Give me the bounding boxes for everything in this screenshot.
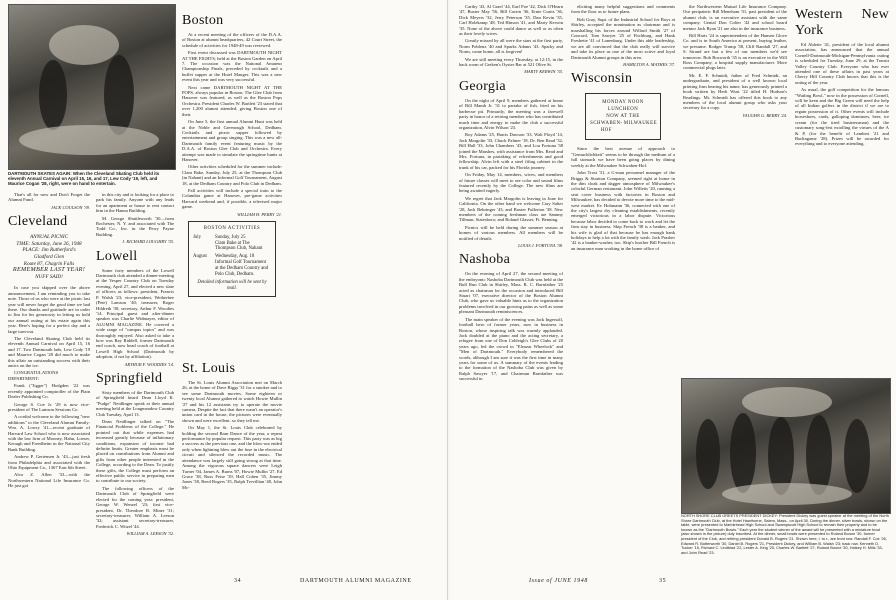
left-column-3b [182,358,282,572]
georgia-paragraph: On Friday, May 14, members, wives, and members of future classes will meet to see color and sound films featured recently by the College. The new films are being awaited eagerly. [459,172,563,194]
picnic-line: PLACE: Jim Rutherford's [22,247,76,254]
nashoba-paragraph: The main speaker of the evening was Jack Ingersoll, football hero of former years, now in business in Boston, whose inspiring talk was warmly applauded. Jack doubled at the piano and the acting secretary, a refugee from one of Don Cobleigh's Glee Clubs of 20 years ago, led the crowd in "Eleazar Wheelock" and "Men of Dartmouth." Everybody remembered the words, although I am sure it was the first time in many years for some of us. A summary of the events leading to the formation of the Nashoba Club was given by Ralph Sawyer '17, and Chairman Barnfather was successful in [459,316,563,382]
luncheon-city: MILWAUKEE [623,121,657,127]
right-column-2 [571,4,675,374]
georgia-paragraph: On the night of April 9, members gathered at home of Bill Mamh Jr. '31 to partake of fish, fried on his barbecue pit. Primarily, the meeting was a farewell party in honor of a retiring member who has contributed much time and energy to make the club a successful organization, Alvin Wilson '23. [459,97,563,130]
lowell-paragraph: Some forty members of the Lowell Dartmouth club attended a dinner-meeting at the Vesper Country Club on Tuesday evening, April 27, and elected a new slate of officers as follows: president, Francis P. Walsh '23; vice-president, Wetherbee (Pete) Lamson '40; treasurer, Roger Hildreth '30; secretary, Arthur F. Woodies '14. Principal guest and after-dinner speaker was Charlie Widmayer, editor of ALUMNI MAGAZINE. He covered a wide range of "campus topics" and was thoroughly enjoyed. Also asked to take a bow was Ray Riddell, former Dartmouth end coach, now head coach of football at Lowell High School (Dartmouth by adoption, if not by affiliation). [96,267,174,360]
activity-line: Thompson Club, Nahant [215,246,263,252]
western-ny-paragraph: As usual, the golf competition for the famous "Wailing Bowl," now in the possession of Cornell, will be keen and the Big Green will need the help of all Indian golfers in the district if we are to regain possession of it. Other events will include horseshoes, cards, galloping dominoes, beer, ice cream (for the tired businessman) and the customary song-fest extolling the virtues of the A & P, (for the benefit of Lambert '21 and Burlingame '28). Prizes will be awarded for everything and to everyone attending. [795,87,889,147]
springfield-paragraph: The following officers of the Dartmouth Club of Springfield were elected for the coming year: president, George W. Wenzel '23; first vice-president, Dr. Theodore R. Miner '31; secretary-treasurer, William A. Leeson '32; assistant secretary-treasurer, Frederick C. Witzel '44. [96,485,174,529]
activity-august [193,254,271,277]
boston-paragraph: At a recent meeting of the officers of the D.A.A. of Boston at alumni headquarters, 42 Court Street, the schedule of activities for 1948-49 was reviewed. [182,32,282,48]
left-column-1 [8,192,90,572]
picnic-title: ANNUAL PICNIC [29,234,69,241]
picnic-line: TIME: Saturday, June 26, 1948 [16,240,82,247]
cleveland-paragraph: George S. Coe Jr. '29 is now vice-president of The Lamson Sessions Co. [8,401,90,412]
georgia-heading: Georgia [459,78,506,94]
activity-line: Informal Golf Tournament [215,259,266,265]
georgia-paragraph: We regret that Jack Margolin is leaving in June for California. On the other hand we welcome Cary Salter '28, Jack Bebringer '43, and Baxter Fullerton '38. New members of the coming freshman class are Sammy Tillman, Statesboro; and Roland Glasser, Ft. Benning. [459,195,563,223]
col2-paragraph: M. George Shuttleworth '30—from Rochester, N. Y. and associated with The Todd Co., Inc. in the Perry Payne Building. [96,215,174,237]
cleveland-paragraph: In case you skipped over the above announcement, I am reminding you to take note. Those of us who were at the picnic last year will never forget the good time we had there. Our thanks and gratitude are in order to Jim for his generosity in letting us hold our annual outing at his estate again this year. Here's hoping for a perfect day and a large turn-out. [8,285,90,334]
picnic-nuff: NUFF SAID! [35,273,63,280]
activities-note: Detailed information will be sent by mail. [197,280,267,292]
georgia-paragraph: Roy Adams '25, Harris Dawson '33, Walt Floyd '14, Jack Margolin '33, Chuck Palmer '18, Dr. Ben Read '32, Bill Hall '33, John Chambers '43, and Lou Fortuna '38 joined the Marshes, with assistance from Mrs. Read and Mrs. Fortuna, in partaking of refreshments and good fellowship. Alvin left with a steel fifing cabinet in the trunk of his car, packed for his Florida journey. [459,132,563,170]
cleveland-paragraph: The Cleveland Skating Club held its eleventh Annual Carnival on April 15, 16 and 17. Two Dartmouth lads, Lew Cody '19 and Maurice Cogan '28 did much to make this affair an outstanding success with their antics on the ice. [8,336,90,369]
wisconsin-signature: VAUGHN G. BERRY '24. [742,112,787,118]
wisconsin-cont-paragraph: Bill Haris '24 is superintendent of the Hansen Glove Co. and is in South America at present, buying leather, we presume. Rodger Trump '38, Cliff Randall '27, and S. Strand are but a few of our members we'd see tomorrow. Bob Bosworth '35 is an executive in the Will Ross Company, a hospital supply manufacturer. More commercial plugs later. [683,33,787,71]
stlouis-paragraph: The St. Louis Alumni Association met on March 26, at the home of Dave Biggs '31 for a smoker and to see some Dartmouth movies. Some eighteen or twenty local Alumni gathered to watch Howie Mullin '27 and his 12 assistants try to operate the movie camera. Despite the fact that there wasn't an operator's union card in the house, the pictures were eventually shown and were excellent, so they tell me. [182,380,282,423]
activity-line: Sunday, July 25 [215,234,246,240]
right-column-3 [683,4,787,374]
cleveland-paragraph: Frank ("Jigger") Hodgden '22 was recently appointed comptroller of the Plain Dealer Publishing Co. [8,383,90,400]
nashoba-paragraph: On the evening of April 27, the second meeting of the embryonic Nashoba Dartmouth Club was held at the Bull Run Club in Shirley, Mass. R. C. Barnfather '25 acted as chairman for the occasion and introduced Bill Stuart '07, executive director of the Boston Alumni Club, who gave us valuable hints as to the organization problems involved in our growing pains as well as some pleasant Dartmouth reminiscences. [459,271,563,315]
activity-line: Clam Bake at The [215,240,250,246]
stlouis-heading: St. Louis [182,361,236,376]
stlouis-cont-paragraph: We are still meeting every Thursday, at 12:15, in the back room of Gerken's Oyster Bar at 521 Olive St. [459,56,563,68]
springfield-paragraph: Sixty members of the Dartmouth Club of Springfield heard Dean Lloyd K. "Pudge" Neidlinger speak at their annual meeting held at the Longmeadow Country Club Tuesday, April 13. [96,389,174,417]
luncheon-line: NOW AT THE [606,114,640,120]
boston-paragraph: On June 5, the first annual Alumni Hunt was held at the Noble and Greenough School, Dedham. Cocktails and picnic supper followed by entertainment and group singing. This was a new all-Dartmouth family event featuring music by the D.A.A. of Boston Glee Club and Orchestra. Every attempt was made to simulate the springtime hunts at Hanover. [182,119,282,162]
skating-photo [8,4,176,170]
col2-signature: J. RICHARD LOUGHRY '35. [122,239,174,245]
luncheon-line: MONDAY NOON LUNCHEON [602,100,644,113]
activity-line: Polo Club, Dedham. [215,271,255,277]
wisconsin-paragraph: John Trost '31, a G-man personnel manager of the Briggs & Stratton Company, seemed right at home in the dim cloak and dagger atmosphere of Milwaukee's colorful German restaurant. John Willetts '20, running a seat cover business with factories in Boston and Milwaukee, has decided to devote more time to the mid-west market. Ev Hohmann '36, connected with one of the city's largest dry cleaning establishments, recently emerged victorious in a labor dispute. Victorious because labor decided to come back to work and let the firm stay in business. Skip French '38 is a banker, and his wife is glad of that because he has enough bank holidays to help a lot with the family wash. Jack Prasher '42 is a banker-washer, too. Skip's brother Bill French is an insurance man working in the home office of [571,170,675,251]
right-page [449,0,896,600]
right-folio-number: 35 [659,578,667,584]
nashoba-signature: HAMILTON A. MATHES '37. [623,62,675,68]
stlouis-cont-paragraph: Greatly missed by all were the stars at the first party, Norm Poblenz '40 and Sparks Adams '43. Sparky and Norm, come home, all is forgiven! [459,38,563,55]
cleveland-paragraph: CONGRATULATIONS DEPARTMENT: [8,370,59,381]
springfield-signature: WILLIAM A. LEESON '32. [126,531,174,537]
georgia-signature: LOUIS J. FORTUNA '38. [518,243,563,249]
picnic-line: Route 87, Chagrin Falls [23,260,75,267]
right-column-4 [795,4,889,374]
luncheon-place: SCHWABEN-HOF [590,121,623,134]
springfield-heading: Springfield [96,370,163,386]
cleveland-paragraph: Alva Z. Allen '33—with the Northwestern National Life Insurance Co. He just got [8,472,90,489]
western-ny-heading: Western New York [795,7,889,38]
lowell-heading: Lowell [96,248,138,264]
left-folio-number: 34 [234,578,242,584]
activity-month: August [193,254,207,260]
activity-month: July [193,234,201,240]
boston-paragraph: Next came DARTMOUTH NIGHT AT THE POPS, always popular in Boston. The Glee Club from Hanover was featured, as well as the Boston Pops Orchestra. President Charles W. Bartlett '23 stated that over 1,200 alumni attended, giving Boston one of their. [182,84,282,117]
cleveland-paragraph: A cordial welcome to the following "new additions" to the Cleveland Alumni Family: Wm. A. Lowry '41—recent graduate of Harvard Law School who is now associated with the law firm of Mooney, Hahn, Loeser, Keough and Freedheim in the National City Bank Building. [8,414,90,452]
springfield-paragraph: Dean Neidlinger talked on "The Financial Problems of the College." He pointed out that while expenses had increased greatly because of inflationary conditions, expansion of income had definite limits. Greater emphasis must be placed on contributions from Alumni and gifts from other people interested in the College, according to the Dean. To justify these gifts, the College must perform an effective public service in preparing men to contribute to our society. [96,419,174,484]
stlouis-cont-paragraph: Carthy '43, Al Graef '44, Earl Poe '42, Dick O'Hearn '47, Buster May '56, Bill Currin '36, Ernie Curtis '36, Dick Meyers '32, Jerry Peterson '35, Dan Kevin '35, Carl Holekamp '48, Ted Hinson '41, and Marty Kerwin '35. None of the above could dance as well or as often as their lovely wives. [459,4,563,37]
right-column-1 [459,4,563,572]
right-folio-issue: Issue of JUNE 1948 [529,578,588,584]
georgia-paragraph: Picnics will be held during the summer season at homes of various members. All members will be notified of details. [459,224,563,241]
stlouis-paragraph: On May 1, the St. Louis Club celebrated by holding the second Barn Dance of the year, a repeat performance by popular request. This party was as big a success as the previous one, and the blow-out ended only when lightning blew out the fuse in the electrical circuit and silenced the recorded music. The attendance was largely still going strong at that time. Among the vigorous square dancers were Leigh Turner '04, James A. Burns '07, Howie Mullin '27, Ed Grace '38, Russ Feise '39, Hall Cohen '35, Jimmy Jones '38, Reed Rogers '35, Ralph Trevillian '48, John Mc- [182,425,282,490]
cleveland-paragraph: Andrew P. Gertensen Jr. '43—just fresh from Philadelphia and associated with the Ohio Equipment Co., 1367 East 6th Street. [8,454,90,470]
left-folio-title: DARTMOUTH ALUMNI MAGAZINE [300,578,412,584]
wisconsin-heading: Wisconsin [571,71,633,87]
lead-signature: JACK COULSON '39. [50,204,90,210]
wisconsin-luncheon-box [585,93,661,140]
wisconsin-paragraph: Since the best avenue of approach to "Gemuchlichkeit" seems to be through the medium of a full stomach we have been going places by dining weekly at the Milwaukee Schwaben-Hof. [571,146,675,168]
picnic-line: Gladford Glen [33,254,65,260]
wisconsin-cont-paragraph: the Northwestern Mutual Life Insurance Company. Our peripatetic Bill Meneham '31, past president of the alumni club, is an executive assistant with the same company. Genial Don Colter '42 and school board mentor Jack Ryan '21 are also in the insurance business. [683,4,787,31]
lead-paragraph: That's all for now and Don't Forget the Alumni Fund. [8,192,90,203]
boston-heading: Boston [182,13,224,28]
activities-title: BOSTON ACTIVITIES [203,226,261,231]
boston-paragraph: Other activities scheduled for the summer include: Clam Bake, Sunday, July 25, at the Thompson Club (in Nahant) and an Informal Golf Tournament, August 18, at the Dedham Country and Polo Club in Dedham. [182,164,282,186]
lowell-signature: ARTHUR F. WOODIES '14. [124,361,174,367]
north-shore-photo-caption: NORTH SHORE CLUB GREETS PRESIDENT DICKEY: President Dickey was guest speaker at the meeting of the North Shore Dartmouth Club, at the Hotel Hawthorne, Salem, Mass., on April 30. During the dinner, silver bowls, shown on the table, were presented to Marblehead High School and Swampscott High School to remain their property and to be known as the "Dartmouth Bowls." Each year the student winner of the award will be presented with a miniature bowl (also shown in the picture) duly inscribed. At the dinner, small bowls were presented to Roland Boone '30, former president of the Club, and retiring president Donald B. Rogers '21. Shown here, l. to r., are front row: Randall F. Cox '26, Edward R. Butterworth '30, Daniel B. Rogers '21, President Dickey, and William B. Walsh '23; back row, Kenneth D. Tucker '15, Richard C. Lindblad '22, Lester A. King '25, Charles W. Bartlett '27, Roland Boone '30, Halsey H. Mills '33, and John Read '23. [681,513,889,555]
activity-july [193,235,271,252]
boston-signature: WILLIAM H. PERRY '21. [237,211,282,217]
skating-photo-caption: DARTMOUTH SKATES AGAIN: When the Cleveland Skating Club held its eleventh Annual Carnival on April 15, 16, and 17, Lew Cody '19, left, and Maurice Cogan '28, right, were on hand to entertain. [8,171,160,187]
western-ny-paragraph: Ed Ablette '41, president of the local alumni association, has announced that the annual Cornell-Dartmouth-Michigan-Pennsylvania outing is scheduled for Tuesday, June 29, at the Transit Valley Country Club. Everyone who has ever attended one of these affairs in past years at Cherry Hill Country Club knows that this is the outing of the year. [795,42,889,85]
north-shore-photo [681,378,891,514]
nashoba-heading: Nashoba [459,252,511,268]
activity-line: Wednesday, Aug. 18 [215,254,255,260]
col2-paragraph: in this city and is looking for a place to park his family. Anyone with any leads for an apartment or house to rent contact him in the Hanna Building. [96,192,174,214]
left-column-2 [96,192,174,572]
nashoba-cont-paragraph: eliciting many helpful suggestions and comments from the floor as to future plans. [571,4,675,15]
picnic-remember: REMEMBER LAST YEAR! [12,266,86,274]
boston-paragraph: Fall activities will include a special train to the Columbia game at Hanover, pre-game activities Harvard weekend and, if possible, a televised major game. [182,187,282,210]
wisconsin-cont-paragraph: Mr. E. F. Schmidt, father of Fred Schmidt, an undergraduate, and president of a well known local printing firm bearing his name, has generously printed a book written by Herb Wust '22 titled H. Hudson's Readings. Mr. Schmidt has offered this book to any members of the local alumni group who asks your secretary for a copy. [683,72,787,111]
cleveland-picnic-notice [8,233,90,281]
activity-line: at the Dedham Country and [215,265,269,271]
stlouis-signature: MARTY KERWIN '35. [524,69,563,75]
cleveland-heading: Cleveland [8,214,68,230]
boston-paragraph: First event discussed was DARTMOUTH NIGHT AT THE FIGHTS, held at the Boston Garden on April 7. The occasion was the National Amateur Championship Finals, preceded by cocktails and a buffet supper at the Hotel Manger. This was a new event this year and was very successful. [182,50,282,83]
boston-activities-box [188,221,276,297]
nashoba-cont-paragraph: Bob Gray, Supt. of the Industrial School for Boys at Shirley, accepted the nomination as chairman and is marshalling his forces around Willard Smith '27 of Concord, Tom Sawyer '25 of Fitchburg, and Hank Freshette '41 of Lunenburg. Under this able leadership, we are all convinced that the club really will survive and take its place as one of the most active and loyal Dartmouth Alumni groups in this area. [571,16,675,60]
